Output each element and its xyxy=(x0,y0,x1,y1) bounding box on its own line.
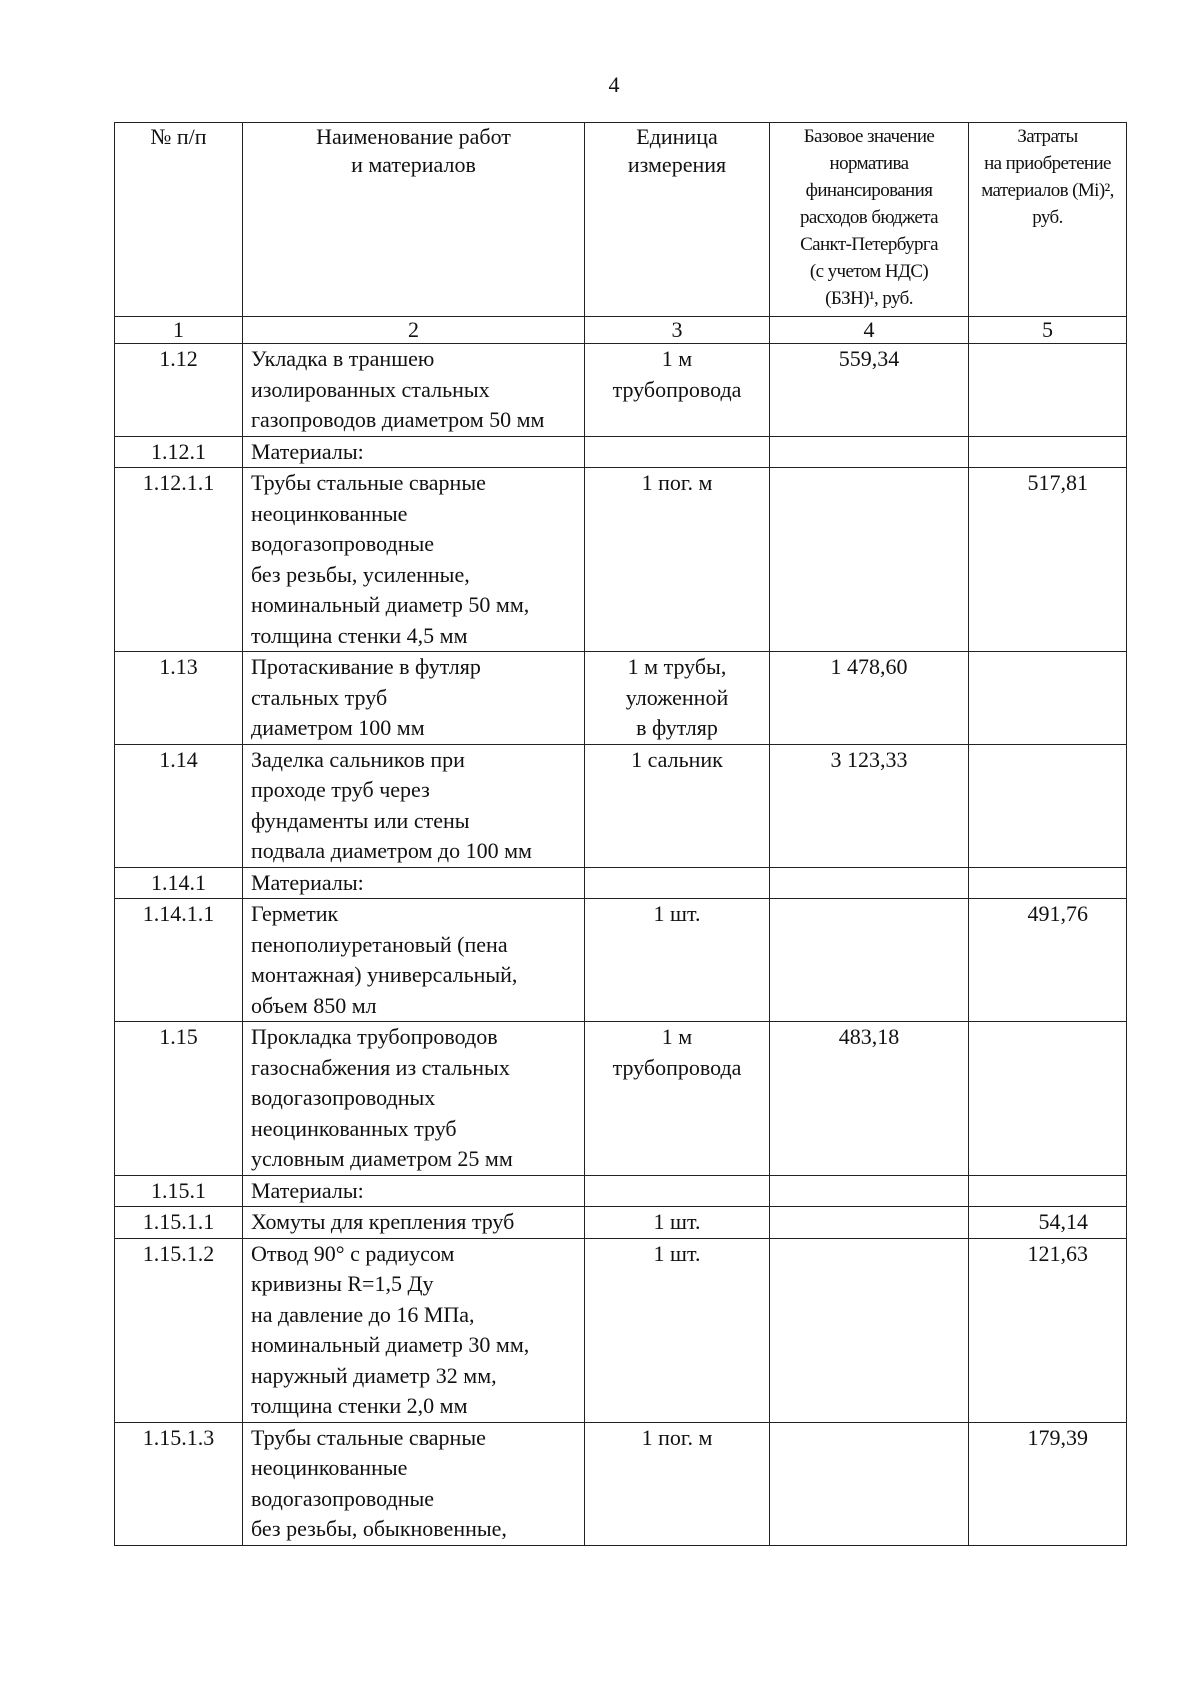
page-number: 4 xyxy=(608,72,620,97)
item-number-cell: 1.12 xyxy=(115,344,243,437)
item-name-line: Материалы: xyxy=(251,438,364,464)
unit-cell xyxy=(585,1422,770,1545)
header-line: материалов (Mi)², xyxy=(981,180,1114,201)
item-name-line: номинальный диаметр 50 мм, xyxy=(251,592,530,617)
material-cost-cell: 491,76 xyxy=(969,899,1127,1022)
material-cost-cell: 121,63 xyxy=(969,1238,1127,1422)
unit-cell xyxy=(585,1022,770,1176)
unit-line: 1 шт. xyxy=(653,901,701,926)
item-number-cell: 1.14.1 xyxy=(115,867,243,899)
item-number-cell: 1.15.1 xyxy=(115,1175,243,1207)
unit-line: 1 сальник xyxy=(631,746,723,772)
material-cost-cell xyxy=(969,436,1127,468)
item-name-line: пенополиуретановый (пена xyxy=(251,931,508,957)
item-name-line: изолированных стальных xyxy=(251,376,490,402)
item-name-line: монтажная) универсальный, xyxy=(251,962,518,987)
item-name-line: водогазопроводные xyxy=(251,1485,435,1511)
unit-cell xyxy=(585,1238,770,1422)
item-name-cell xyxy=(243,344,585,437)
item-name-line: подвала диаметром до 100 мм xyxy=(251,838,532,863)
item-number-cell: 1.15.1.1 xyxy=(115,1207,243,1239)
header-line: Затраты xyxy=(1017,126,1078,147)
header-line: финансирования xyxy=(805,180,933,201)
table-body xyxy=(115,344,1127,1546)
column-number: 3 xyxy=(585,317,770,344)
item-number-cell: 1.12.1.1 xyxy=(115,468,243,652)
base-value-cell: 483,18 xyxy=(770,1022,969,1176)
unit-line: уложенной xyxy=(625,684,729,710)
item-name-line: Трубы стальные сварные xyxy=(251,470,486,495)
item-name-cell xyxy=(243,1422,585,1545)
header-line: (БЗН)¹, руб. xyxy=(825,288,913,309)
item-name-line: неоцинкованные xyxy=(251,1455,408,1480)
norms-table xyxy=(114,122,1127,1546)
header-line: руб. xyxy=(1032,207,1063,228)
header-material-cost xyxy=(969,123,1127,317)
item-name-line: газоснабжения из стальных xyxy=(251,1054,510,1080)
item-name-cell xyxy=(243,1207,585,1239)
item-name-line: Заделка сальников при xyxy=(251,746,465,772)
item-number-cell: 1.13 xyxy=(115,652,243,745)
unit-cell xyxy=(585,468,770,652)
item-name-line: наружный диаметр 32 мм, xyxy=(251,1362,497,1388)
header-line: на приобретение xyxy=(984,153,1111,174)
header-no xyxy=(115,123,243,317)
table-header-row xyxy=(115,123,1127,317)
unit-cell xyxy=(585,436,770,468)
item-name-line: Прокладка трубопроводов xyxy=(251,1024,498,1049)
table-row xyxy=(115,867,1127,899)
item-number-cell: 1.15.1.2 xyxy=(115,1238,243,1422)
base-value-cell xyxy=(770,899,969,1022)
unit-cell xyxy=(585,1207,770,1239)
item-name-cell xyxy=(243,652,585,745)
material-cost-cell: 179,39 xyxy=(969,1422,1127,1545)
item-name-line: диаметром 100 мм xyxy=(251,715,425,740)
material-cost-cell xyxy=(969,744,1127,867)
unit-line: трубопровода xyxy=(612,376,742,402)
unit-line: 1 шт. xyxy=(653,1240,701,1266)
header-line: Базовое значение xyxy=(803,126,935,147)
column-number: 5 xyxy=(969,317,1127,344)
base-value-cell: 3 123,33 xyxy=(770,744,969,867)
item-name-cell xyxy=(243,899,585,1022)
item-name-line: кривизны R=1,5 Ду xyxy=(251,1271,434,1296)
base-value-cell xyxy=(770,867,969,899)
item-name-line: проходе труб через xyxy=(251,777,430,802)
header-line: № п/п xyxy=(150,124,207,149)
material-cost-cell xyxy=(969,867,1127,899)
unit-line: 1 м xyxy=(661,346,693,371)
unit-line: 1 пог. м xyxy=(641,1424,713,1450)
item-number-cell: 1.15.1.3 xyxy=(115,1422,243,1545)
item-name-line: толщина стенки 2,0 мм xyxy=(251,1393,468,1418)
table-row xyxy=(115,1238,1127,1422)
item-name-cell xyxy=(243,1022,585,1176)
item-name-cell xyxy=(243,1238,585,1422)
item-name-line: номинальный диаметр 30 мм, xyxy=(251,1332,530,1357)
item-number-cell: 1.14.1.1 xyxy=(115,899,243,1022)
unit-cell xyxy=(585,652,770,745)
header-line: Санкт-Петербурга xyxy=(800,234,938,255)
item-name-line: на давление до 16 МПа, xyxy=(251,1301,475,1327)
material-cost-cell xyxy=(969,1022,1127,1176)
header-line: (с учетом НДС) xyxy=(809,261,929,282)
table-row xyxy=(115,468,1127,652)
base-value-cell xyxy=(770,468,969,652)
item-name-line: без резьбы, усиленные, xyxy=(251,561,470,587)
header-line: расходов бюджета xyxy=(800,207,938,228)
table-row xyxy=(115,344,1127,437)
item-name-line: неоцинкованные xyxy=(251,500,408,526)
unit-line: 1 шт. xyxy=(653,1209,701,1234)
material-cost-cell: 517,81 xyxy=(969,468,1127,652)
item-name-line: Хомуты для крепления труб xyxy=(251,1209,515,1234)
table-row xyxy=(115,1175,1127,1207)
base-value-cell xyxy=(770,1238,969,1422)
table-row xyxy=(115,899,1127,1022)
item-number-cell: 1.14 xyxy=(115,744,243,867)
column-numbers-row xyxy=(115,317,1127,344)
material-cost-cell xyxy=(969,344,1127,437)
item-name-line: газопроводов диаметром 50 мм xyxy=(251,407,545,432)
base-value-cell: 1 478,60 xyxy=(770,652,969,745)
item-name-line: фундаменты или стены xyxy=(251,807,470,833)
unit-cell xyxy=(585,899,770,1022)
header-line: норматива xyxy=(829,153,909,174)
table-row xyxy=(115,1422,1127,1545)
item-name-cell xyxy=(243,744,585,867)
column-number: 4 xyxy=(770,317,969,344)
unit-line: 1 пог. м xyxy=(641,470,713,495)
item-name-line: Трубы стальные сварные xyxy=(251,1424,486,1450)
item-name-line: Укладка в траншею xyxy=(251,346,435,371)
table-row xyxy=(115,652,1127,745)
unit-cell xyxy=(585,1175,770,1207)
item-name-line: толщина стенки 4,5 мм xyxy=(251,622,468,648)
item-name-cell xyxy=(243,468,585,652)
base-value-cell xyxy=(770,1175,969,1207)
table-row xyxy=(115,436,1127,468)
column-number: 2 xyxy=(243,317,585,344)
item-number-cell: 1.15 xyxy=(115,1022,243,1176)
table-row xyxy=(115,744,1127,867)
header-line: и материалов xyxy=(351,152,476,177)
unit-line: 1 м xyxy=(661,1024,693,1049)
unit-line: в футляр xyxy=(636,715,718,740)
material-cost-cell xyxy=(969,652,1127,745)
unit-cell xyxy=(585,344,770,437)
unit-line: 1 м трубы, xyxy=(627,654,727,679)
item-name-line: объем 850 мл xyxy=(251,992,377,1018)
header-line: Единица xyxy=(636,124,718,149)
item-name-line: Протаскивание в футляр xyxy=(251,654,481,679)
base-value-cell xyxy=(770,1422,969,1545)
item-name-cell xyxy=(243,436,585,468)
item-name-line: водогазопроводных xyxy=(251,1085,436,1110)
material-cost-cell xyxy=(969,1175,1127,1207)
header-name xyxy=(243,123,585,317)
item-name-line: Материалы: xyxy=(251,1177,364,1203)
base-value-cell xyxy=(770,436,969,468)
table-row xyxy=(115,1022,1127,1176)
item-name-line: неоцинкованных труб xyxy=(251,1115,457,1141)
item-name-line: Герметик xyxy=(251,901,339,926)
item-name-cell xyxy=(243,867,585,899)
header-line: измерения xyxy=(627,152,727,177)
base-value-cell: 559,34 xyxy=(770,344,969,437)
item-name-line: Материалы: xyxy=(251,869,364,895)
table-row xyxy=(115,1207,1127,1239)
item-name-line: стальных труб xyxy=(251,684,388,710)
material-cost-cell: 54,14 xyxy=(969,1207,1127,1239)
item-name-line: Отвод 90° с радиусом xyxy=(251,1240,455,1266)
unit-line: трубопровода xyxy=(612,1054,742,1080)
unit-cell xyxy=(585,867,770,899)
unit-cell xyxy=(585,744,770,867)
item-name-line: условным диаметром 25 мм xyxy=(251,1146,513,1171)
item-name-line: без резьбы, обыкновенные, xyxy=(251,1516,507,1541)
header-unit xyxy=(585,123,770,317)
base-value-cell xyxy=(770,1207,969,1239)
item-name-cell xyxy=(243,1175,585,1207)
item-name-line: водогазопроводные xyxy=(251,531,435,556)
column-number: 1 xyxy=(115,317,243,344)
item-number-cell: 1.12.1 xyxy=(115,436,243,468)
header-line: Наименование работ xyxy=(316,124,511,149)
header-base-value xyxy=(770,123,969,317)
